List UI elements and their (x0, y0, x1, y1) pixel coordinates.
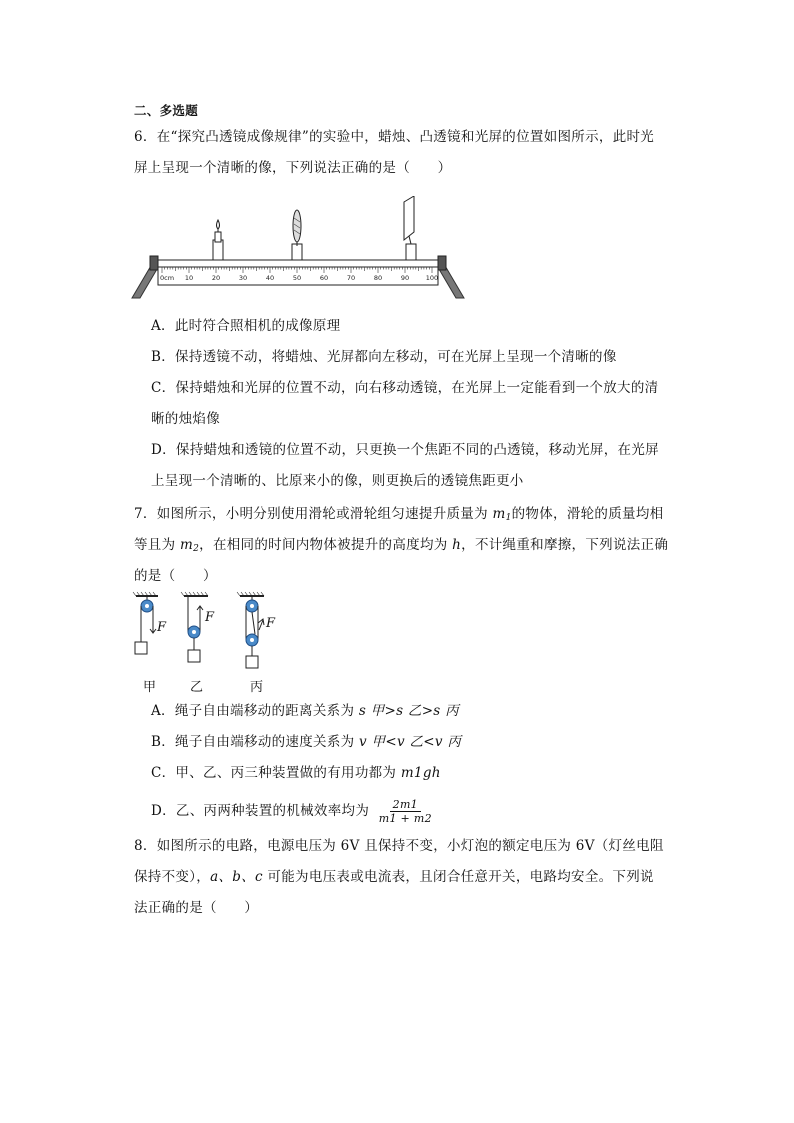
q8-stem-line1: 8．如图所示的电路，电源电压为 6V 且保持不变，小灯泡的额定电压为 6V（灯丝电阻 (134, 838, 664, 854)
ruler-tick-label: 40 (265, 274, 275, 282)
candle-icon (213, 220, 223, 260)
q7-stem-line1: 7．如图所示，小明分别使用滑轮或滑轮组匀速提升质量为 $m_1$的物体，滑轮的质量均相 (134, 506, 664, 523)
ruler-tick-label: 50 (292, 274, 302, 282)
q7-option-a: A．绳子自由端移动的距离关系为 s 甲>s 乙>s 丙 (151, 703, 459, 719)
q7-option-c: C．甲、乙、丙三种装置做的有用功都为 m1gh (151, 765, 441, 781)
force-label-jia: F (157, 620, 167, 635)
q7-option-d: D．乙、丙两种装置的机械效率均为 $\frac{2m1}{m1 + m2}$ (151, 798, 435, 825)
q7-option-b: B．绳子自由端移动的速度关系为 v 甲<v 乙<v 丙 (151, 734, 462, 750)
ruler-tick-label: 30 (238, 274, 248, 282)
convex-lens-icon (292, 210, 302, 260)
pulley-figure (128, 590, 288, 670)
q6-stem-line1: 6．在“探究凸透镜成像规律”的实验中，蜡烛、凸透镜和光屏的位置如图所示，此时光 (134, 129, 655, 145)
ruler-tick-label: 70 (346, 274, 356, 282)
q7-stem-line3: 的是（ ） (134, 568, 217, 584)
ruler-tick-label: 100 (425, 274, 439, 282)
fixed-pulley-icon (133, 592, 158, 654)
q6-option-c-line2: 晰的烛焰像 (151, 411, 220, 427)
pulley-block-icon (237, 592, 264, 668)
q8-stem-line2: 保持不变），a、b、c 可能为电压表或电流表，且闭合任意开关，电路均安全。下列说 (134, 869, 654, 885)
force-label-bing: F (266, 616, 276, 631)
q6-option-a: A．此时符合照相机的成像原理 (151, 318, 341, 334)
q6-option-c-line1: C．保持蜡烛和光屏的位置不动，向右移动透镜，在光屏上一定能看到一个放大的清 (151, 380, 659, 396)
ruler-tick-label: 90 (400, 274, 410, 282)
q7-stem-line2: 等且为 $m_2$，在相同的时间内物体被提升的高度均为 h，不计绳重和摩擦，下列说法正确 (134, 537, 669, 554)
ruler-tick-label: 20 (211, 274, 221, 282)
q6-option-d-line2: 上呈现一个清晰的、比原来小的像，则更换后的透镜焦距更小 (151, 473, 524, 489)
figure-label-yi: 乙 (190, 680, 204, 695)
movable-pulley-icon (181, 592, 208, 662)
light-screen-icon (404, 196, 416, 260)
q6-option-d-line1: D．保持蜡烛和透镜的位置不动，只更换一个焦距不同的凸透镜，移动光屏，在光屏 (151, 442, 659, 458)
ruler-tick-label: 60 (319, 274, 329, 282)
figure-label-bing: 丙 (250, 680, 264, 695)
q6-option-b: B．保持透镜不动，将蜡烛、光屏都向左移动，可在光屏上呈现一个清晰的像 (151, 349, 617, 365)
optical-bench-figure (130, 196, 466, 302)
q8-stem-line3: 法正确的是（ ） (134, 900, 259, 916)
ruler-tick-label: 80 (373, 274, 383, 282)
force-label-yi: F (205, 610, 215, 625)
section-heading: 二、多选题 (134, 103, 199, 118)
ruler-unit-label: 0cm (160, 274, 175, 282)
figure-label-jia: 甲 (143, 680, 157, 695)
ruler-tick-label: 10 (184, 274, 194, 282)
q6-stem-line2: 屏上呈现一个清晰的像，下列说法正确的是（ ） (134, 160, 452, 176)
efficiency-fraction: $\frac{2m1}{m1 + m2}$ (378, 798, 432, 825)
